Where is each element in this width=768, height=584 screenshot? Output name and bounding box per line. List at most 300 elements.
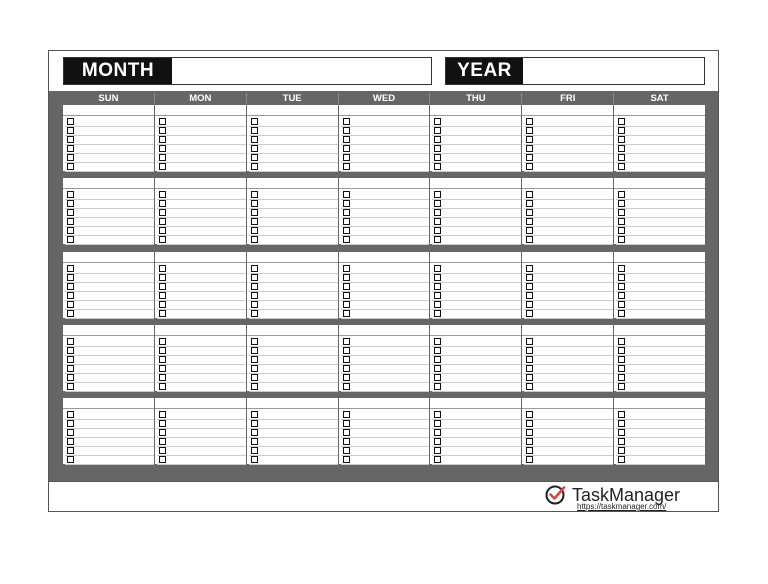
task-checkbox[interactable] bbox=[618, 456, 625, 463]
day-cell[interactable] bbox=[247, 398, 338, 464]
task-checkbox[interactable] bbox=[159, 301, 166, 308]
task-line[interactable] bbox=[157, 382, 246, 392]
task-checkbox[interactable] bbox=[618, 310, 625, 317]
task-checkbox[interactable] bbox=[618, 136, 625, 143]
date-number-area[interactable] bbox=[430, 398, 521, 409]
task-checkbox[interactable] bbox=[67, 411, 74, 418]
task-line[interactable] bbox=[524, 382, 613, 392]
task-checkbox[interactable] bbox=[618, 227, 625, 234]
day-cell[interactable] bbox=[339, 105, 430, 171]
task-line[interactable] bbox=[65, 235, 154, 245]
task-checkbox[interactable] bbox=[251, 227, 258, 234]
day-cell[interactable] bbox=[430, 178, 521, 244]
task-checkbox[interactable] bbox=[434, 118, 441, 125]
date-number-area[interactable] bbox=[155, 178, 246, 189]
task-checkbox[interactable] bbox=[618, 383, 625, 390]
task-checkbox[interactable] bbox=[67, 274, 74, 281]
task-checkbox[interactable] bbox=[251, 383, 258, 390]
task-checkbox[interactable] bbox=[618, 374, 625, 381]
task-checkbox[interactable] bbox=[618, 420, 625, 427]
task-checkbox[interactable] bbox=[343, 209, 350, 216]
task-checkbox[interactable] bbox=[251, 218, 258, 225]
date-number-area[interactable] bbox=[430, 325, 521, 336]
task-checkbox[interactable] bbox=[67, 283, 74, 290]
task-checkbox[interactable] bbox=[343, 118, 350, 125]
task-checkbox[interactable] bbox=[526, 163, 533, 170]
year-field[interactable] bbox=[445, 57, 705, 85]
task-checkbox[interactable] bbox=[618, 209, 625, 216]
task-checkbox[interactable] bbox=[159, 163, 166, 170]
task-checkbox[interactable] bbox=[343, 338, 350, 345]
task-checkbox[interactable] bbox=[67, 292, 74, 299]
task-checkbox[interactable] bbox=[251, 447, 258, 454]
day-cell[interactable] bbox=[522, 178, 613, 244]
task-checkbox[interactable] bbox=[434, 374, 441, 381]
date-number-area[interactable] bbox=[430, 252, 521, 263]
task-checkbox[interactable] bbox=[434, 411, 441, 418]
date-number-area[interactable] bbox=[155, 252, 246, 263]
task-checkbox[interactable] bbox=[343, 218, 350, 225]
task-line[interactable] bbox=[432, 309, 521, 319]
task-checkbox[interactable] bbox=[618, 301, 625, 308]
task-checkbox[interactable] bbox=[251, 136, 258, 143]
task-checkbox[interactable] bbox=[251, 191, 258, 198]
task-checkbox[interactable] bbox=[618, 218, 625, 225]
date-number-area[interactable] bbox=[339, 252, 430, 263]
date-number-area[interactable] bbox=[614, 105, 705, 116]
task-checkbox[interactable] bbox=[434, 200, 441, 207]
month-field[interactable] bbox=[63, 57, 432, 85]
day-cell[interactable] bbox=[155, 325, 246, 391]
task-checkbox[interactable] bbox=[434, 154, 441, 161]
task-checkbox[interactable] bbox=[618, 127, 625, 134]
task-line[interactable] bbox=[432, 455, 521, 465]
task-checkbox[interactable] bbox=[251, 209, 258, 216]
task-checkbox[interactable] bbox=[618, 429, 625, 436]
task-checkbox[interactable] bbox=[343, 154, 350, 161]
task-checkbox[interactable] bbox=[618, 274, 625, 281]
day-cell[interactable] bbox=[247, 252, 338, 318]
task-checkbox[interactable] bbox=[526, 209, 533, 216]
task-checkbox[interactable] bbox=[67, 438, 74, 445]
task-line[interactable] bbox=[524, 309, 613, 319]
task-checkbox[interactable] bbox=[251, 265, 258, 272]
task-checkbox[interactable] bbox=[526, 411, 533, 418]
task-checkbox[interactable] bbox=[343, 356, 350, 363]
task-checkbox[interactable] bbox=[159, 310, 166, 317]
task-checkbox[interactable] bbox=[434, 265, 441, 272]
task-checkbox[interactable] bbox=[251, 374, 258, 381]
task-checkbox[interactable] bbox=[526, 456, 533, 463]
task-line[interactable] bbox=[616, 235, 705, 245]
task-checkbox[interactable] bbox=[67, 236, 74, 243]
task-checkbox[interactable] bbox=[434, 127, 441, 134]
task-checkbox[interactable] bbox=[343, 145, 350, 152]
task-checkbox[interactable] bbox=[434, 429, 441, 436]
task-checkbox[interactable] bbox=[618, 292, 625, 299]
task-checkbox[interactable] bbox=[434, 447, 441, 454]
task-line[interactable] bbox=[524, 235, 613, 245]
task-checkbox[interactable] bbox=[526, 265, 533, 272]
task-checkbox[interactable] bbox=[251, 310, 258, 317]
task-line[interactable] bbox=[524, 455, 613, 465]
date-number-area[interactable] bbox=[614, 325, 705, 336]
task-checkbox[interactable] bbox=[526, 447, 533, 454]
day-cell[interactable] bbox=[155, 398, 246, 464]
day-cell[interactable] bbox=[430, 398, 521, 464]
task-checkbox[interactable] bbox=[67, 347, 74, 354]
day-cell[interactable] bbox=[614, 325, 705, 391]
task-checkbox[interactable] bbox=[434, 136, 441, 143]
task-checkbox[interactable] bbox=[251, 236, 258, 243]
task-checkbox[interactable] bbox=[434, 456, 441, 463]
task-checkbox[interactable] bbox=[343, 310, 350, 317]
task-checkbox[interactable] bbox=[434, 209, 441, 216]
task-checkbox[interactable] bbox=[159, 118, 166, 125]
date-number-area[interactable] bbox=[522, 252, 613, 263]
date-number-area[interactable] bbox=[155, 398, 246, 409]
date-number-area[interactable] bbox=[339, 178, 430, 189]
task-checkbox[interactable] bbox=[251, 301, 258, 308]
task-checkbox[interactable] bbox=[343, 365, 350, 372]
day-cell[interactable] bbox=[63, 105, 154, 171]
day-cell[interactable] bbox=[247, 178, 338, 244]
task-checkbox[interactable] bbox=[159, 292, 166, 299]
task-line[interactable] bbox=[432, 162, 521, 172]
task-line[interactable] bbox=[341, 162, 430, 172]
task-checkbox[interactable] bbox=[526, 218, 533, 225]
task-checkbox[interactable] bbox=[159, 227, 166, 234]
brand-url[interactable]: https://taskmanager.com/ bbox=[577, 502, 667, 511]
task-checkbox[interactable] bbox=[618, 163, 625, 170]
task-checkbox[interactable] bbox=[618, 118, 625, 125]
task-checkbox[interactable] bbox=[343, 383, 350, 390]
task-checkbox[interactable] bbox=[159, 236, 166, 243]
task-checkbox[interactable] bbox=[251, 338, 258, 345]
day-cell[interactable] bbox=[247, 105, 338, 171]
date-number-area[interactable] bbox=[614, 178, 705, 189]
task-checkbox[interactable] bbox=[526, 154, 533, 161]
date-number-area[interactable] bbox=[522, 105, 613, 116]
task-checkbox[interactable] bbox=[343, 292, 350, 299]
day-cell[interactable] bbox=[430, 325, 521, 391]
task-checkbox[interactable] bbox=[159, 265, 166, 272]
task-checkbox[interactable] bbox=[343, 438, 350, 445]
day-cell[interactable] bbox=[522, 105, 613, 171]
task-checkbox[interactable] bbox=[343, 274, 350, 281]
day-cell[interactable] bbox=[522, 325, 613, 391]
task-checkbox[interactable] bbox=[251, 274, 258, 281]
date-number-area[interactable] bbox=[247, 252, 338, 263]
date-number-area[interactable] bbox=[155, 325, 246, 336]
date-number-area[interactable] bbox=[247, 398, 338, 409]
date-number-area[interactable] bbox=[430, 105, 521, 116]
task-checkbox[interactable] bbox=[618, 338, 625, 345]
task-checkbox[interactable] bbox=[618, 200, 625, 207]
task-line[interactable] bbox=[341, 382, 430, 392]
day-cell[interactable] bbox=[430, 105, 521, 171]
day-cell[interactable] bbox=[155, 252, 246, 318]
task-line[interactable] bbox=[249, 162, 338, 172]
task-checkbox[interactable] bbox=[159, 420, 166, 427]
task-line[interactable] bbox=[157, 162, 246, 172]
task-checkbox[interactable] bbox=[67, 374, 74, 381]
task-checkbox[interactable] bbox=[343, 301, 350, 308]
task-line[interactable] bbox=[157, 455, 246, 465]
task-checkbox[interactable] bbox=[67, 338, 74, 345]
task-checkbox[interactable] bbox=[618, 145, 625, 152]
task-checkbox[interactable] bbox=[67, 163, 74, 170]
task-checkbox[interactable] bbox=[159, 209, 166, 216]
task-checkbox[interactable] bbox=[251, 127, 258, 134]
task-checkbox[interactable] bbox=[526, 438, 533, 445]
task-checkbox[interactable] bbox=[251, 145, 258, 152]
day-cell[interactable] bbox=[63, 325, 154, 391]
task-checkbox[interactable] bbox=[526, 310, 533, 317]
task-checkbox[interactable] bbox=[434, 356, 441, 363]
task-checkbox[interactable] bbox=[251, 283, 258, 290]
day-cell[interactable] bbox=[339, 252, 430, 318]
task-checkbox[interactable] bbox=[526, 365, 533, 372]
task-checkbox[interactable] bbox=[618, 438, 625, 445]
date-number-area[interactable] bbox=[614, 252, 705, 263]
task-checkbox[interactable] bbox=[67, 118, 74, 125]
task-checkbox[interactable] bbox=[434, 218, 441, 225]
task-checkbox[interactable] bbox=[618, 447, 625, 454]
task-line[interactable] bbox=[249, 309, 338, 319]
day-cell[interactable] bbox=[63, 398, 154, 464]
date-number-area[interactable] bbox=[614, 398, 705, 409]
task-line[interactable] bbox=[432, 382, 521, 392]
task-checkbox[interactable] bbox=[343, 429, 350, 436]
task-checkbox[interactable] bbox=[526, 127, 533, 134]
task-checkbox[interactable] bbox=[618, 347, 625, 354]
task-checkbox[interactable] bbox=[618, 411, 625, 418]
date-number-area[interactable] bbox=[247, 178, 338, 189]
date-number-area[interactable] bbox=[522, 325, 613, 336]
date-number-area[interactable] bbox=[430, 178, 521, 189]
task-checkbox[interactable] bbox=[67, 383, 74, 390]
task-checkbox[interactable] bbox=[434, 383, 441, 390]
task-checkbox[interactable] bbox=[251, 118, 258, 125]
task-checkbox[interactable] bbox=[67, 447, 74, 454]
task-checkbox[interactable] bbox=[343, 456, 350, 463]
task-checkbox[interactable] bbox=[159, 136, 166, 143]
task-checkbox[interactable] bbox=[159, 447, 166, 454]
task-checkbox[interactable] bbox=[67, 200, 74, 207]
day-cell[interactable] bbox=[614, 252, 705, 318]
task-checkbox[interactable] bbox=[159, 411, 166, 418]
task-checkbox[interactable] bbox=[434, 283, 441, 290]
task-checkbox[interactable] bbox=[343, 236, 350, 243]
task-checkbox[interactable] bbox=[343, 136, 350, 143]
task-line[interactable] bbox=[65, 382, 154, 392]
task-checkbox[interactable] bbox=[159, 383, 166, 390]
task-checkbox[interactable] bbox=[434, 420, 441, 427]
task-checkbox[interactable] bbox=[159, 429, 166, 436]
date-number-area[interactable] bbox=[63, 105, 154, 116]
task-checkbox[interactable] bbox=[618, 154, 625, 161]
task-checkbox[interactable] bbox=[434, 292, 441, 299]
task-checkbox[interactable] bbox=[251, 456, 258, 463]
task-checkbox[interactable] bbox=[67, 265, 74, 272]
task-checkbox[interactable] bbox=[159, 374, 166, 381]
task-checkbox[interactable] bbox=[526, 420, 533, 427]
task-checkbox[interactable] bbox=[434, 365, 441, 372]
task-checkbox[interactable] bbox=[343, 200, 350, 207]
task-checkbox[interactable] bbox=[159, 200, 166, 207]
task-checkbox[interactable] bbox=[526, 118, 533, 125]
task-checkbox[interactable] bbox=[159, 365, 166, 372]
task-line[interactable] bbox=[249, 382, 338, 392]
task-checkbox[interactable] bbox=[526, 429, 533, 436]
task-checkbox[interactable] bbox=[159, 154, 166, 161]
task-checkbox[interactable] bbox=[67, 191, 74, 198]
task-checkbox[interactable] bbox=[343, 283, 350, 290]
date-number-area[interactable] bbox=[247, 105, 338, 116]
task-checkbox[interactable] bbox=[343, 163, 350, 170]
task-line[interactable] bbox=[157, 235, 246, 245]
task-checkbox[interactable] bbox=[343, 374, 350, 381]
date-number-area[interactable] bbox=[63, 178, 154, 189]
date-number-area[interactable] bbox=[63, 252, 154, 263]
task-checkbox[interactable] bbox=[67, 310, 74, 317]
day-cell[interactable] bbox=[339, 178, 430, 244]
task-checkbox[interactable] bbox=[251, 347, 258, 354]
task-checkbox[interactable] bbox=[526, 374, 533, 381]
day-cell[interactable] bbox=[614, 398, 705, 464]
task-checkbox[interactable] bbox=[526, 338, 533, 345]
task-checkbox[interactable] bbox=[251, 411, 258, 418]
task-checkbox[interactable] bbox=[343, 127, 350, 134]
task-checkbox[interactable] bbox=[159, 127, 166, 134]
task-checkbox[interactable] bbox=[251, 438, 258, 445]
task-checkbox[interactable] bbox=[618, 365, 625, 372]
task-checkbox[interactable] bbox=[434, 310, 441, 317]
task-checkbox[interactable] bbox=[526, 136, 533, 143]
task-line[interactable] bbox=[249, 235, 338, 245]
task-checkbox[interactable] bbox=[159, 438, 166, 445]
task-checkbox[interactable] bbox=[67, 154, 74, 161]
task-line[interactable] bbox=[524, 162, 613, 172]
task-checkbox[interactable] bbox=[343, 411, 350, 418]
date-number-area[interactable] bbox=[522, 178, 613, 189]
task-checkbox[interactable] bbox=[159, 283, 166, 290]
task-checkbox[interactable] bbox=[67, 136, 74, 143]
task-line[interactable] bbox=[65, 309, 154, 319]
task-line[interactable] bbox=[341, 309, 430, 319]
task-checkbox[interactable] bbox=[434, 338, 441, 345]
task-checkbox[interactable] bbox=[159, 145, 166, 152]
task-checkbox[interactable] bbox=[434, 163, 441, 170]
task-checkbox[interactable] bbox=[67, 356, 74, 363]
day-cell[interactable] bbox=[614, 178, 705, 244]
task-line[interactable] bbox=[341, 235, 430, 245]
task-checkbox[interactable] bbox=[159, 347, 166, 354]
task-checkbox[interactable] bbox=[343, 191, 350, 198]
task-checkbox[interactable] bbox=[67, 456, 74, 463]
task-line[interactable] bbox=[249, 455, 338, 465]
task-line[interactable] bbox=[616, 309, 705, 319]
task-checkbox[interactable] bbox=[159, 274, 166, 281]
task-checkbox[interactable] bbox=[251, 420, 258, 427]
task-checkbox[interactable] bbox=[434, 145, 441, 152]
task-checkbox[interactable] bbox=[67, 301, 74, 308]
task-checkbox[interactable] bbox=[67, 209, 74, 216]
task-checkbox[interactable] bbox=[618, 265, 625, 272]
task-checkbox[interactable] bbox=[434, 191, 441, 198]
date-number-area[interactable] bbox=[522, 398, 613, 409]
day-cell[interactable] bbox=[339, 398, 430, 464]
task-line[interactable] bbox=[616, 455, 705, 465]
task-checkbox[interactable] bbox=[67, 127, 74, 134]
task-checkbox[interactable] bbox=[526, 301, 533, 308]
task-checkbox[interactable] bbox=[526, 227, 533, 234]
day-cell[interactable] bbox=[522, 252, 613, 318]
task-checkbox[interactable] bbox=[251, 292, 258, 299]
task-checkbox[interactable] bbox=[526, 274, 533, 281]
task-checkbox[interactable] bbox=[526, 292, 533, 299]
task-checkbox[interactable] bbox=[67, 218, 74, 225]
date-number-area[interactable] bbox=[63, 398, 154, 409]
day-cell[interactable] bbox=[614, 105, 705, 171]
day-cell[interactable] bbox=[63, 252, 154, 318]
year-input[interactable] bbox=[523, 58, 704, 84]
task-checkbox[interactable] bbox=[67, 365, 74, 372]
task-checkbox[interactable] bbox=[618, 236, 625, 243]
date-number-area[interactable] bbox=[339, 325, 430, 336]
task-checkbox[interactable] bbox=[526, 145, 533, 152]
task-checkbox[interactable] bbox=[526, 236, 533, 243]
month-input[interactable] bbox=[172, 58, 431, 84]
task-checkbox[interactable] bbox=[67, 227, 74, 234]
task-checkbox[interactable] bbox=[434, 438, 441, 445]
task-checkbox[interactable] bbox=[343, 227, 350, 234]
day-cell[interactable] bbox=[339, 325, 430, 391]
date-number-area[interactable] bbox=[155, 105, 246, 116]
date-number-area[interactable] bbox=[247, 325, 338, 336]
task-line[interactable] bbox=[616, 382, 705, 392]
task-checkbox[interactable] bbox=[159, 338, 166, 345]
date-number-area[interactable] bbox=[339, 105, 430, 116]
task-checkbox[interactable] bbox=[526, 383, 533, 390]
task-checkbox[interactable] bbox=[67, 429, 74, 436]
day-cell[interactable] bbox=[63, 178, 154, 244]
date-number-area[interactable] bbox=[339, 398, 430, 409]
task-checkbox[interactable] bbox=[159, 218, 166, 225]
task-checkbox[interactable] bbox=[526, 347, 533, 354]
day-cell[interactable] bbox=[155, 105, 246, 171]
task-checkbox[interactable] bbox=[618, 191, 625, 198]
task-line[interactable] bbox=[157, 309, 246, 319]
task-checkbox[interactable] bbox=[434, 227, 441, 234]
task-checkbox[interactable] bbox=[251, 200, 258, 207]
task-line[interactable] bbox=[65, 455, 154, 465]
day-cell[interactable] bbox=[430, 252, 521, 318]
task-checkbox[interactable] bbox=[251, 154, 258, 161]
task-checkbox[interactable] bbox=[434, 274, 441, 281]
task-checkbox[interactable] bbox=[251, 356, 258, 363]
task-checkbox[interactable] bbox=[343, 447, 350, 454]
task-checkbox[interactable] bbox=[526, 191, 533, 198]
task-checkbox[interactable] bbox=[251, 429, 258, 436]
day-cell[interactable] bbox=[247, 325, 338, 391]
task-checkbox[interactable] bbox=[251, 365, 258, 372]
task-checkbox[interactable] bbox=[159, 191, 166, 198]
task-checkbox[interactable] bbox=[526, 283, 533, 290]
task-checkbox[interactable] bbox=[434, 347, 441, 354]
task-line[interactable] bbox=[432, 235, 521, 245]
